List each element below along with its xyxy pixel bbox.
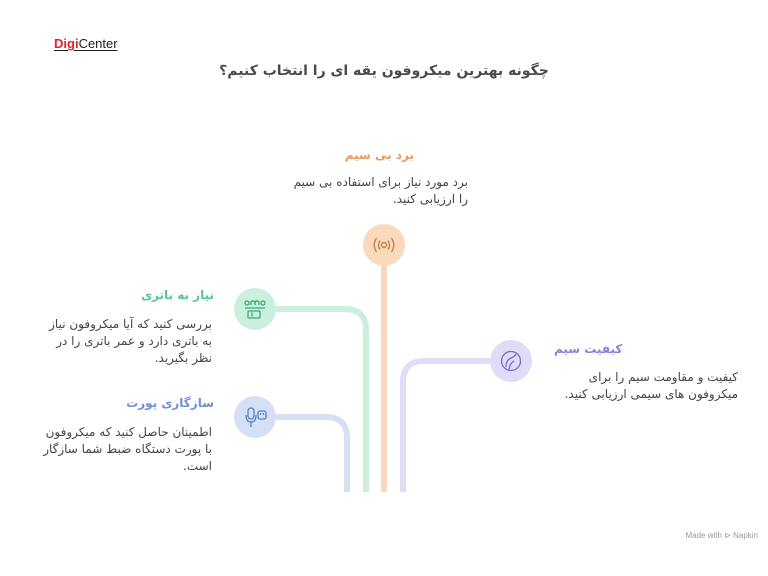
- battery-description: بررسی کنید که آیا میکروفون نیاز به باتری دارد و عمر باتری را در نظر بگیرید.: [49, 317, 212, 365]
- page-title: چگونه بهترین میکروفون یقه ای را انتخاب کنیم؟: [219, 63, 549, 79]
- cable-connector: [403, 361, 490, 492]
- cable-label: کیفیت سیم: [554, 342, 623, 356]
- wireless-label: برد بی سیم: [344, 148, 414, 162]
- wireless-signal-icon: [363, 224, 405, 266]
- battery-connector: [276, 309, 366, 492]
- port-label: سازگاری پورت: [126, 396, 214, 410]
- microphone-port-icon: [234, 396, 276, 438]
- cable-description: کیفیت و مقاومت سیم را برای میکروفون های سیمی ارزیابی کنید.: [564, 370, 738, 401]
- battery-label: نیاز به باتری: [141, 288, 214, 302]
- made-with-napkin-footer: Made with ⊳ Napkin: [685, 531, 758, 540]
- digicenter-logo: DigiCenter: [54, 36, 118, 51]
- port-connector: [276, 417, 347, 492]
- battery-icon: [234, 288, 276, 330]
- cable-quality-icon: [490, 340, 532, 382]
- wireless-description: برد مورد نیاز برای استفاده بی سیم را ارزیابی کنید.: [293, 175, 468, 206]
- port-description: اطمینان حاصل کنید که میکروفون با پورت دستگاه ضبط شما سازگار است.: [43, 425, 212, 473]
